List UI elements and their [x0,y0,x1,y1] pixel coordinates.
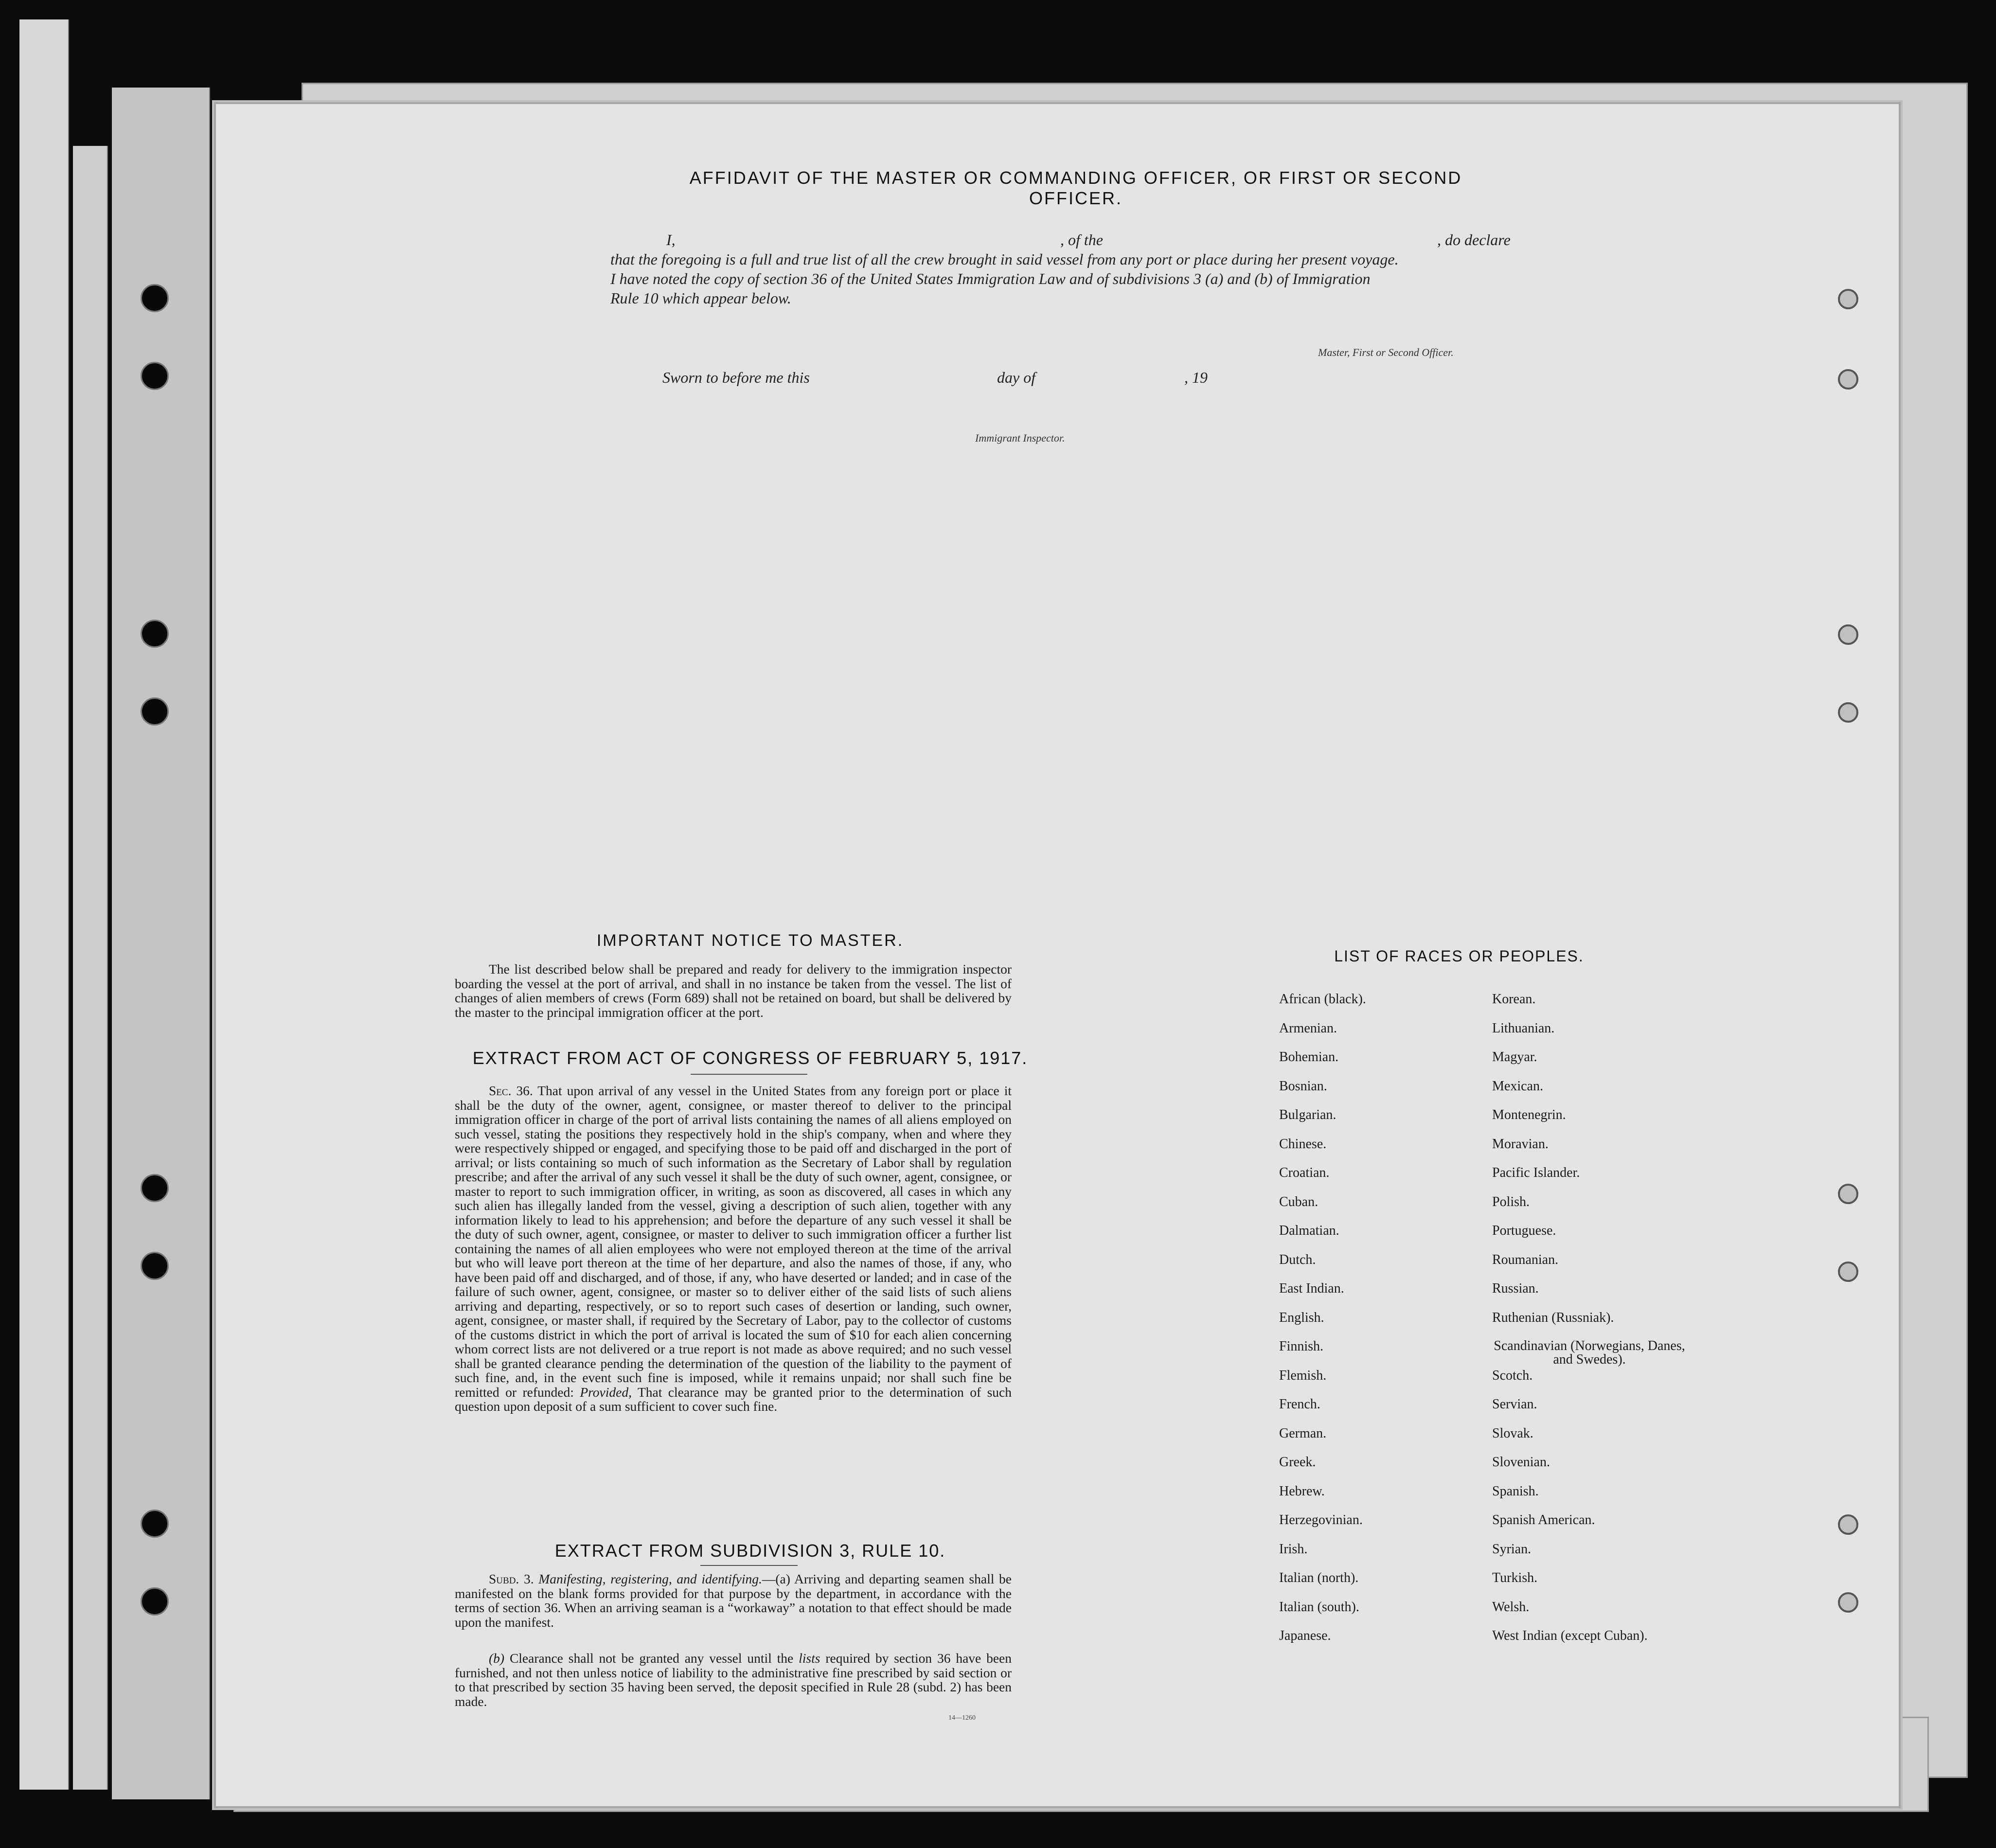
race-item: Turkish. [1492,1570,1538,1585]
binder-hole-right [1838,1184,1858,1204]
binder-hole-right [1838,1592,1858,1613]
affidavit-declare: , do declare [1437,231,1511,249]
day-of-text: day of [997,369,1036,386]
signature-label: Master, First or Second Officer. [1318,346,1454,358]
race-item: Welsh. [1492,1599,1530,1615]
race-item: Herzegovinian. [1279,1512,1363,1528]
binder-hole-right [1838,1514,1858,1535]
race-item: Irish. [1279,1541,1308,1557]
form-number: 14—1260 [948,1714,976,1722]
divider [700,1565,798,1566]
affidavit-line3: I have noted the copy of section 36 of the United States Immigration Law and of subdivisions 3 (a) and (b) of Immigration [610,270,1371,287]
race-item: Magyar. [1492,1049,1537,1065]
race-item: Pacific Islander. [1492,1165,1580,1180]
binder-hole [141,620,169,648]
left-binding-strip [19,19,69,1790]
race-item: Bosnian. [1279,1078,1327,1094]
extract-rule-title: EXTRACT FROM SUBDIVISION 3, RULE 10. [554,1541,946,1561]
binder-hole [141,697,169,726]
race-item: Spanish. [1492,1483,1539,1499]
race-item: Roumanian. [1492,1252,1559,1267]
binder-hole [141,1510,169,1538]
binder-hole-right [1838,1262,1858,1282]
subdivision-3-text [455,1572,1012,1629]
race-item: African (black). [1279,992,1366,1007]
race-item: Chinese. [1279,1136,1327,1152]
race-item: Moravian. [1492,1136,1549,1152]
inspector-label: Immigrant Inspector. [975,432,1065,444]
race-item: Slovenian. [1492,1455,1550,1470]
subd-body: —(a) Arriving and departing seamen shall be manifested on the blank forms provided for that purpose by the department, in accordance with the terms of section 36. When an arriving seaman is a “workaway” a notation to that effect should be made upon the manifest. [455,1571,1012,1630]
race-item: Russian. [1492,1281,1539,1296]
subd-heading: Manifesting, registering, and identifying. [538,1571,762,1586]
race-item: Servian. [1492,1397,1537,1412]
section-body: That upon arrival of any vessel in the United States from any foreign port or place it shall be the duty of the owner, agent, consignee, or master thereof to deliver to the principal immigration officer in charge of the port of arrival lists containing the names of all aliens employed on such vessel, stating the positions they respectively hold in the ship's company, when and where they were respectively shipped or engaged, and specifying those to be paid off and discharged in the port of arrival; or lists containing so much of such information as the Secretary of Labor shall by regulation prescribe; and after the arrival of any such vessel it shall be the duty of such owner, agent, consignee, or master to report to such immigration officer, in writing, as soon as discovered, all cases in which any such alien has illegally landed from the vessel, giving a description of such alien, together with any information likely to lead to his apprehension; and before the departure of any such vessel it shall be the duty of such owner, agent, consignee, or master to deliver to such immigration officer a further list containing the names of all alien employees who were not employed thereon at the time of the arrival but who will leave port thereon at the time of her departure, and also the names of those, if any, who have been paid off and discharged, and of those, if any, who have deserted or landed; and in case of the failure of such owner, agent, consignee, or master so to deliver either of the said lists of such aliens arriving and departing, respectively, or so to report such cases of desertion or landing, such owner, agent, consignee, or master shall, if required by the Secretary of Labor, pay to the collector of customs of the customs district in which the port of arrival is located the sum of $10 for each alien concerning whom correct lists are not delivered or a true report is not made as above required; and no such vessel shall be granted clearance pending the determination of the question of the liability to the payment of such fine, and, in the event such fine is imposed, while it remains unpaid; nor shall such fine be remitted or refunded: [455,1083,1012,1400]
binder-hole [141,1252,169,1280]
race-item: Mexican. [1492,1078,1543,1094]
affidavit-line2: that the foregoing is a full and true list of all the crew brought in said vessel from any port or place during her present voyage. [610,250,1399,268]
affidavit-line4: Rule 10 which appear below. [610,289,791,307]
extract-act-title: EXTRACT FROM ACT OF CONGRESS OF FEBRUARY 5, 1917. [472,1048,1028,1068]
affidavit-of-the: , of the [1060,231,1103,249]
affidavit-i: I, [666,231,676,249]
race-item: Bulgarian. [1279,1107,1337,1122]
race-item: Slovak. [1492,1425,1533,1441]
b-label: (b) [489,1651,505,1666]
subdivision-b-text [455,1651,1012,1708]
race-item: Polish. [1492,1194,1530,1209]
race-item: English. [1279,1310,1324,1325]
notice-body: The list described below shall be prepared and ready for delivery to the immigration inspector boarding the vessel at the port of arrival, and shall in no instance be taken from the vessel. The list of changes of alien members of crews (Form 689) shall not be retained on board, but shall be delivered by the master to the principal immigration officer at the port. [455,961,1012,1020]
race-item: Italian (north). [1279,1570,1359,1585]
race-item: Flemish. [1279,1368,1327,1383]
section-label: Sec. 36. [489,1083,533,1098]
race-item: Armenian. [1279,1020,1337,1036]
divider [691,1074,807,1075]
race-item: Portuguese. [1492,1223,1556,1238]
race-item: Finnish. [1279,1339,1324,1354]
race-item: French. [1279,1397,1320,1412]
race-item: Cuban. [1279,1194,1319,1209]
provided-word: Provided, [580,1384,632,1400]
affidavit-title: AFFIDAVIT OF THE MASTER OR COMMANDING OFFICER, OR FIRST OR SECOND OFFICER. [689,168,1462,208]
race-item: Dalmatian. [1279,1223,1339,1238]
binder-hole-right [1838,289,1858,309]
left-binding-strip-3 [112,88,210,1799]
b-body-2: required by section 36 have been furnished, and not then unless notice of liability to the administrative fine prescribed by said section or to that prescribed by section 35 having been served, the deposit specified in Rule 28 (subd. 2) has been made. [455,1651,1012,1709]
binder-hole [141,1174,169,1202]
race-item: Croatian. [1279,1165,1330,1180]
binder-hole-right [1838,369,1858,390]
notice-title: IMPORTANT NOTICE TO MASTER. [596,931,904,950]
b-body-1: Clearance shall not be granted any vessel until the [509,1651,794,1666]
binder-hole-right [1838,702,1858,723]
subd-label: Subd. 3. [489,1571,534,1586]
race-item: Japanese. [1279,1628,1331,1643]
binder-hole [141,1587,169,1616]
race-item: Korean. [1492,992,1536,1007]
race-item: Syrian. [1492,1541,1532,1557]
notice-text [455,962,1012,1019]
section-36-text [455,1084,1012,1414]
race-item: Lithuanian. [1492,1020,1555,1036]
sworn-text: Sworn to before me this [662,369,810,386]
binder-hole [141,284,169,312]
left-binding-strip-2 [73,146,108,1790]
race-item: East Indian. [1279,1281,1344,1296]
race-item: Greek. [1279,1455,1316,1470]
b-lists: lists [799,1651,820,1666]
binder-hole [141,362,169,390]
races-title: LIST OF RACES OR PEOPLES. [1334,947,1584,965]
race-item: Hebrew. [1279,1483,1325,1499]
race-item: Spanish American. [1492,1512,1595,1528]
race-item: Italian (south). [1279,1599,1359,1615]
race-item: Scotch. [1492,1368,1533,1383]
race-item: Scandinavian (Norwegians, Danes, and Swedes). [1494,1338,1685,1367]
year-text: , 19 [1184,369,1208,386]
race-item: German. [1279,1425,1327,1441]
race-item: Montenegrin. [1492,1107,1566,1122]
binder-hole-right [1838,624,1858,645]
race-item: Ruthenian (Russniak). [1492,1310,1614,1325]
section-body-end: That clearance may be granted prior to the determination of such question upon deposit of a sum sufficient to cover such fine. [455,1384,1012,1414]
race-item: Bohemian. [1279,1049,1339,1065]
race-item: West Indian (except Cuban). [1492,1628,1648,1643]
race-item: Dutch. [1279,1252,1316,1267]
